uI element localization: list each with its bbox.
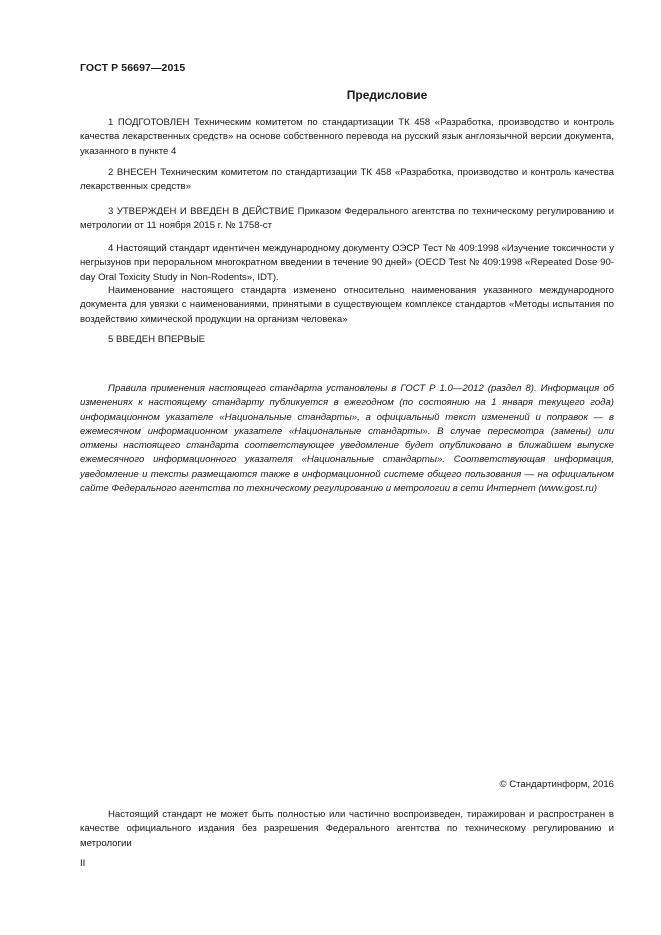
foreword-item-5: 5 ВВЕДЕН ВПЕРВЫЕ [108,334,206,345]
foreword-item-4: 4 Настоящий стандарт идентичен международному документу ОЭСР Тест № 409:1998 «Изучение токсичности у негрызунов при пероральном многократном введении в течение 90 дней» (OECD Test № 409:1998 «Repeated Dose 90-day Oral Toxicity Study in Non-Rodents», IDT). [80,243,614,283]
foreword-item-1: 1 ПОДГОТОВЛЕН Техническим комитетом по стандартизации ТК 458 «Разработка, производство и контроль качества лекарственных средств» на основе собственного перевода на русский язык англоязычной версии документа, указанного в пункте 4 [80,117,614,157]
application-rules-notice: Правила применения настоящего стандарта установлены в ГОСТ Р 1.0—2012 (раздел 8). Информация об изменениях к настоящему стандарту публикуется в ежегодном (по состоянию на 1 января текущего года) информационном указателе «Национальные стандарты», а официальный текст изменений и поправок — в ежемесячном информационном указателе «Национальные стандарты». В случае пересмотра (замены) или отмены настоящего стандарта соответствующее уведомление будет опубликовано в ближайшем выпуске ежемесячного информационного указателя «Национальные стандарты». Соответствующая информация, уведомление и тексты размещаются также в информационной системе общего пользования — на официальном сайте Федерального агентства по техническому регулированию и метрологии в сети Интернет (www.gost.ru) [80,383,614,495]
reproduction-notice: Настоящий стандарт не может быть полностью или частично воспроизведен, тиражирован и распространен в качестве официального издания без разрешения Федерального агентства по техническому регулированию и метрологии [80,809,614,849]
standard-code: ГОСТ Р 56697—2015 [80,62,186,74]
foreword-item-2: 2 ВНЕСЕН Техническим комитетом по стандартизации ТК 458 «Разработка, производство и контроль качества лекарственных средств» [80,167,614,193]
page-title: Предисловие [346,88,428,102]
foreword-item-3: 3 УТВЕРЖДЕН И ВВЕДЕН В ДЕЙСТВИЕ Приказом Федерального агентства по техническому регулированию и метрологии от 11 ноября 2015 г. № 1758-ст [80,206,614,232]
foreword-item-4-note: Наименование настоящего стандарта изменено относительно наименования указанного международного документа для увязки с наименованиями, принятыми в существующем комплексе стандартов «Методы испытания по воздействию химической продукции на организм человека» [80,285,614,325]
copyright: © Стандартинформ, 2016 [499,779,614,790]
page-number: II [80,858,86,869]
